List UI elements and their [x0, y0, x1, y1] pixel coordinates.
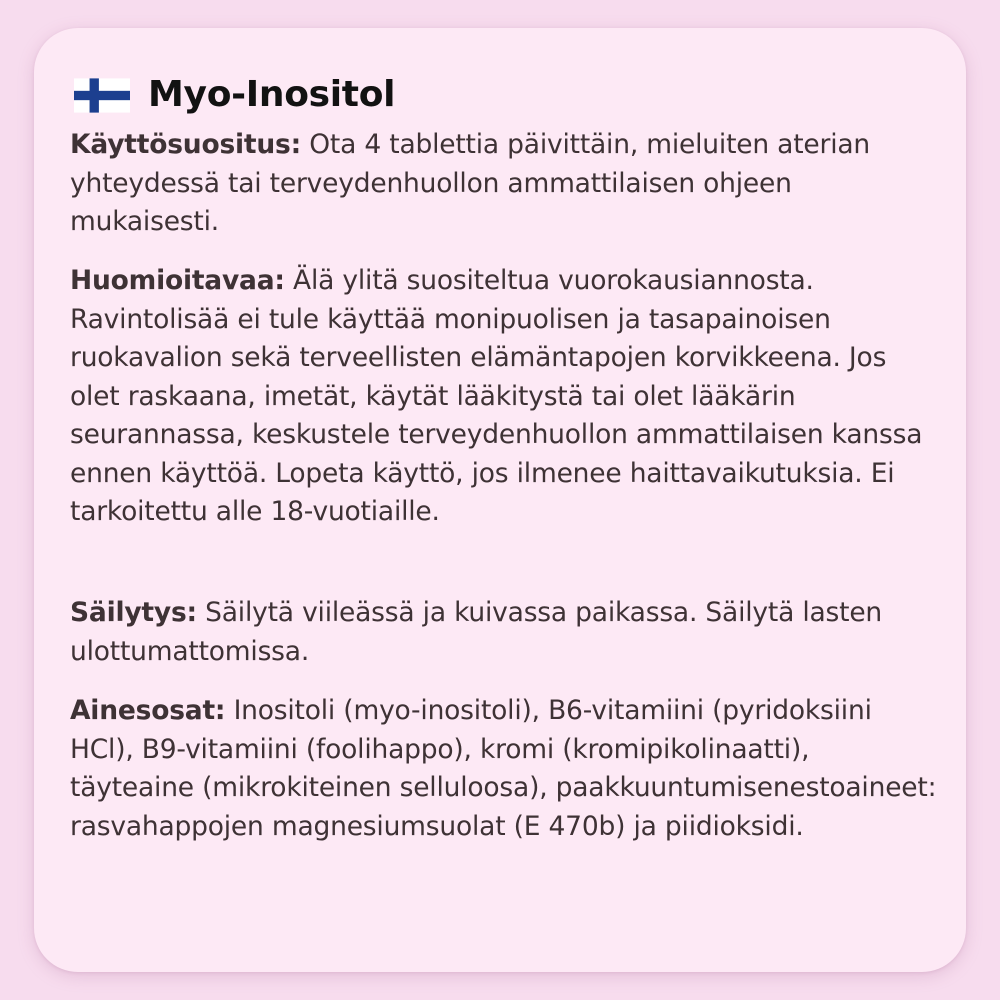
- usage-label: Käyttösuositus:: [70, 129, 302, 160]
- warning-text: Älä ylitä suositeltua vuorokausiannosta. Ravintolisää ei tule käyttää monipuolisen ja tasapainoisen ruokavalion sekä terveellisten elämäntapojen korvikkeena. Jos olet raskaana, imetät, käytät lääkitystä tai olet lääkärin seurannassa, keskustele terveydenhuollon ammattilaisen kanssa ennen käyttöä. Lopeta käyttö, jos ilmenee haittavaikutuksia. Ei tarkoitettu alle 18-vuotiaille.: [70, 265, 923, 527]
- ingredients-section: [70, 692, 940, 846]
- storage-text: Säilytä viileässä ja kuivassa paikassa. Säilytä lasten ulottumattomissa.: [70, 597, 883, 667]
- ingredients-label: Ainesosat:: [70, 695, 226, 726]
- ingredients-text: Inositoli (myo-inositoli), B6-vitamiini (pyridoksiini HCl), B9-vitamiini (foolihappo), kromi (kromipikolinaatti), täyteaine (mikrokiteinen selluloosa), paakkuuntumisenestoaineet: rasvahappojen magnesiumsuolat (E 470b) ja piidioksidi.: [70, 695, 937, 842]
- warning-label: Huomioitavaa:: [70, 265, 285, 296]
- storage-label: Säilytys:: [70, 597, 197, 628]
- product-title: Myo-Inositol: [148, 74, 396, 115]
- card-header: [74, 74, 395, 116]
- finland-flag-icon: [74, 77, 130, 114]
- warning-section: [70, 262, 940, 532]
- storage-section: [70, 594, 940, 671]
- info-card: [34, 28, 966, 972]
- usage-section: [70, 126, 940, 242]
- usage-text: Ota 4 tablettia päivittäin, mieluiten aterian yhteydessä tai terveydenhuollon ammattilaisen ohjeen mukaisesti.: [70, 129, 871, 237]
